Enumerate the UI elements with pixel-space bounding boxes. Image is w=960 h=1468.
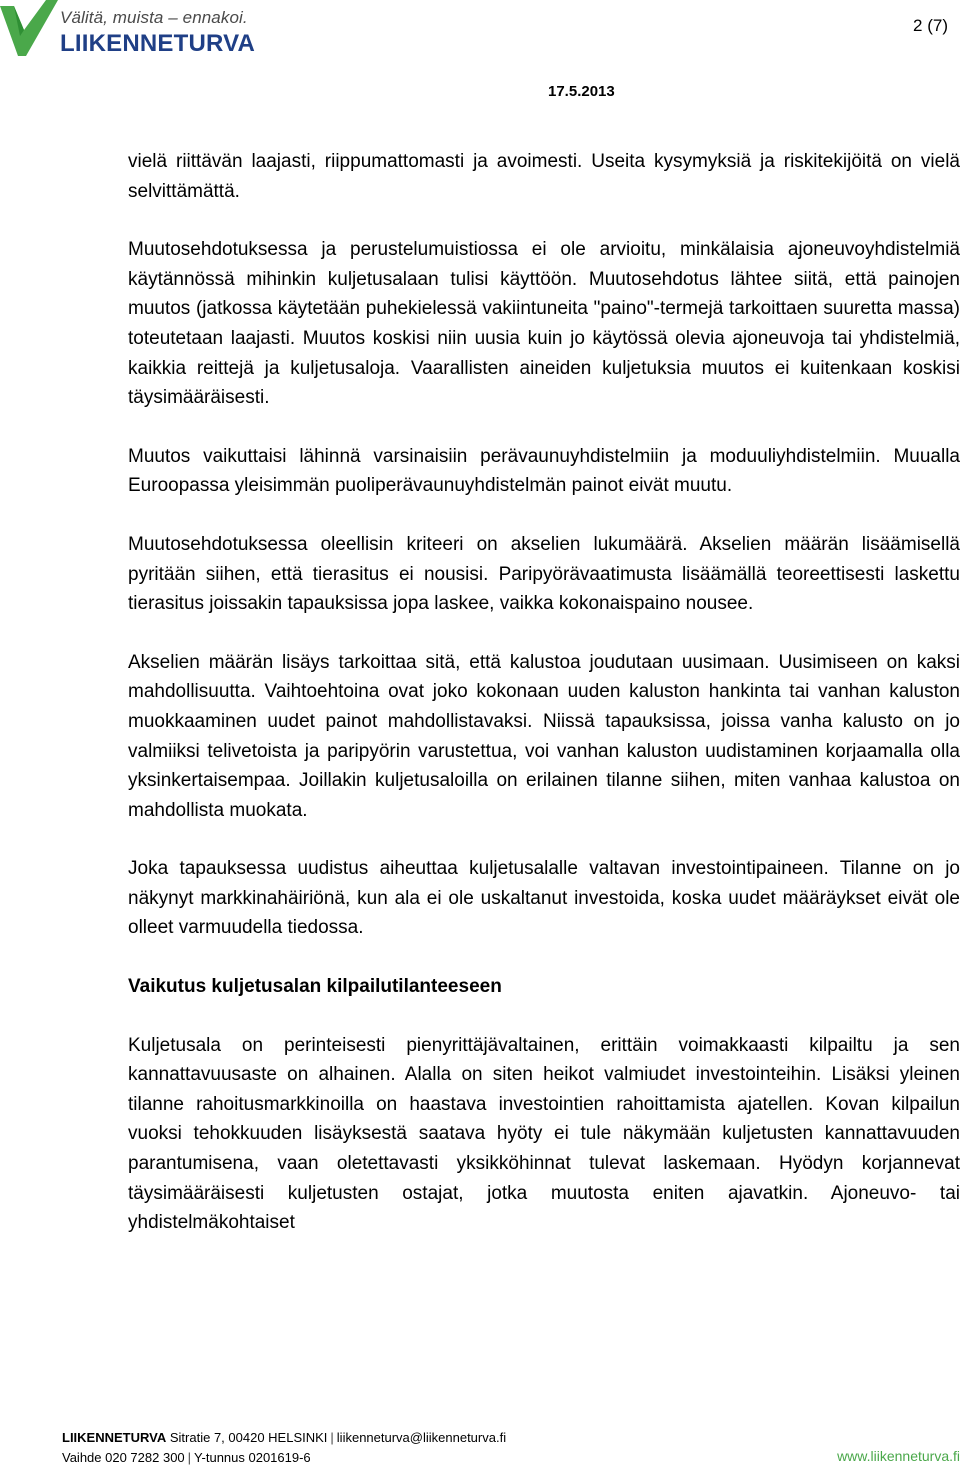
footer-separator: |	[187, 1450, 192, 1465]
footer-address: Sitratie 7, 00420 HELSINKI	[169, 1430, 328, 1445]
logo-brand: LIIKENNETURVA	[60, 30, 256, 57]
footer-line-2	[62, 1448, 506, 1468]
paragraph: Joka tapauksessa uudistus aiheuttaa kuljetusalalle valtavan investointipaineen. Tilanne on jo näkynyt markkinahäiriönä, kun ala ei ole uskaltanut investoida, koska uudet määräykset eivät ole olleet varmuudella tiedossa.	[128, 858, 960, 939]
paragraph: vielä riittävän laajasti, riippumattomasti ja avoimesti. Useita kysymyksiä ja riskitekijöitä on vielä selvittämättä.	[128, 151, 960, 202]
document-date: 17.5.2013	[548, 83, 615, 100]
footer-separator: |	[330, 1430, 334, 1445]
paragraph: Muutos vaikuttaisi lähinnä varsinaisiin perävaunuyhdistelmiin ja moduuliyhdistelmiin. Muualla Euroopassa yleisimmän puoliperävaunuyhdistelmän painot eivät muutu.	[128, 445, 960, 497]
paragraph: Muutosehdotuksessa oleellisin kriteeri on akselien lukumäärä. Akselien määrän lisäämisellä pyritään siihen, että tierasitus ei nousisi. Paripyörävaatimusta lisäämällä teoreettisesti laskettu tierasitus joissakin tapauksissa jopa laskee, vaikka kokonaispaino nousee.	[128, 533, 960, 615]
footer-website-link[interactable]: www.liikenneturva.fi	[837, 1448, 960, 1464]
paragraph: Akselien määrän lisäys tarkoittaa sitä, että kalustoa joudutaan uusimaan. Uusimiseen on kaksi mahdollisuutta. Vaihtoehtoina ovat joko kokonaan uuden kaluston hankinta tai vanhan kaluston muokkaaminen uudet painot mahdollistavaksi. Niissä tapauksissa, joissa vanha kalusto on jo valmiiksi telivetoista ja paripyörin varustettua, voi vanhan kaluston uudistaminen korjaamalla olla yksinkertaisempaa. Joillakin kuljetusaloilla on erilainen tilanne siihen, miten vanhaa kalustoa on mahdollista muokata.	[128, 651, 960, 821]
paragraph: Kuljetusala on perinteisesti pienyrittäjävaltainen, erittäin voimakkaasti kilpailtu ja sen kannattavuusaste on alhainen. Alalla on siten heikot valmiudet investointeihin. Lisäksi yleinen tilanne rahoitusmarkkinoilla on haastava investointien rahoittamista ajatellen. Kovan kilpailun vuoksi tehokkuuden lisäyksestä saatava hyöty ei tule näkymään kuljetusten kannattavuuden parantumisena, vaan oletettavasti yksikköhinnat tulevat laskemaan. Hyödyn korjannevat täysimääräisesti kuljetusten ostajat, jotka muutosta eniten ajavatkin. Ajoneuvo- tai yhdistelmäkohtaiset	[128, 1034, 960, 1234]
footer-company: LIIKENNETURVA	[62, 1430, 167, 1445]
paragraph: Muutosehdotuksessa ja perustelumuistiossa ei ole arvioitu, minkälaisia ajoneuvoyhdistelmiä käytännössä mihinkin kuljetusalaan tulisi käyttöön. Muutosehdotus lähtee siitä, että painojen muutos (jatkossa käytetään puhekielessä vakiintuneita "paino"-termejä tarkoittaen suuretta massa) toteutetaan laajasti. Muutos koskisi niin uusia kuin jo käytössä olevia ajoneuvoja tai yhdistelmiä, kaikkia reittejä ja kuljetusaloja. Vaarallisten aineiden kuljetuksia muutos ei kuitenkaan koskisi täysimääräisesti.	[128, 239, 960, 409]
footer-line-1	[62, 1428, 506, 1448]
section-heading: Vaikutus kuljetusalan kilpailutilanteeseen	[128, 976, 502, 998]
footer-business-id: Y-tunnus 0201619-6	[194, 1450, 311, 1465]
footer-phone: Vaihde 020 7282 300	[62, 1450, 185, 1465]
logo-check-icon	[0, 0, 60, 60]
liikenneturva-logo	[0, 0, 260, 62]
logo-tagline: Välitä, muista – ennakoi.	[60, 8, 248, 27]
footer-contact	[62, 1428, 506, 1468]
document-body	[128, 147, 960, 1238]
footer-email[interactable]: liikenneturva@liikenneturva.fi	[336, 1430, 507, 1445]
page-number: 2 (7)	[913, 16, 948, 35]
